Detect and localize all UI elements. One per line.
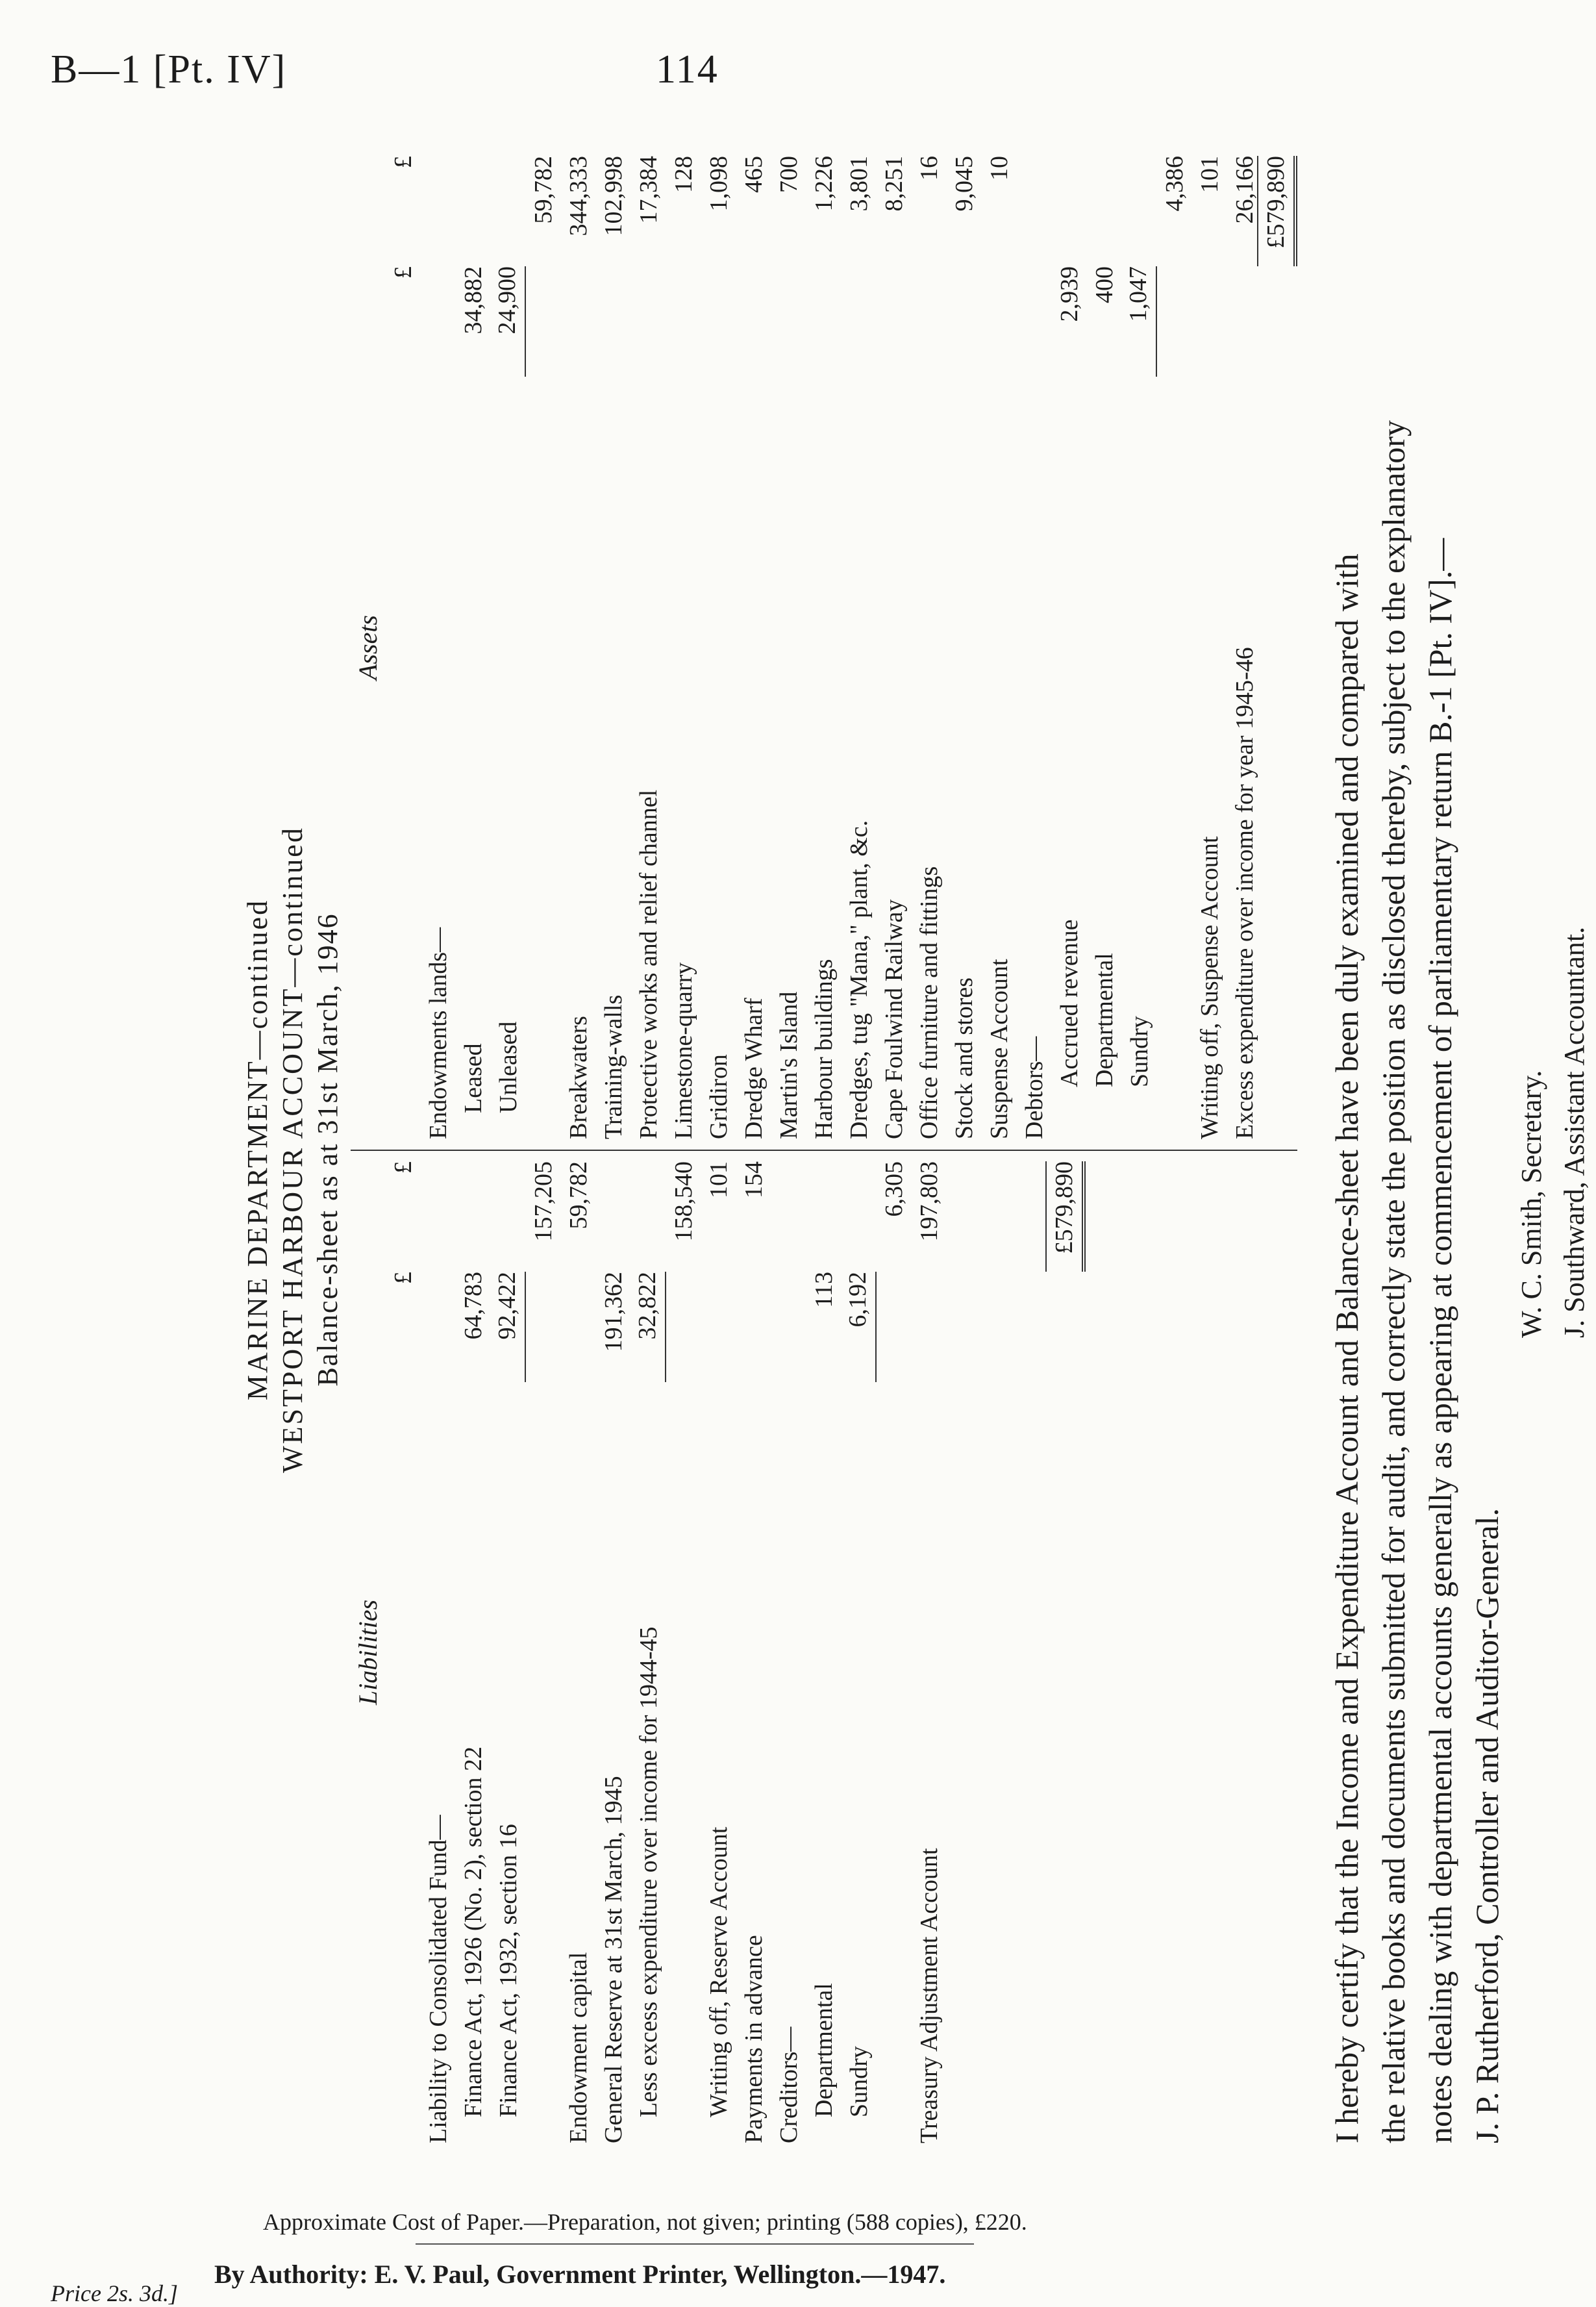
row-amount-outer: 344,333 — [565, 156, 592, 236]
row-amount-outer: 465 — [740, 156, 767, 193]
row-label: Less excess expenditure over income for 1944-45 — [635, 1626, 662, 2117]
balance-sheet-table — [351, 156, 1297, 2143]
row-amount-outer: 8,251 — [880, 156, 908, 212]
page-number: 114 — [656, 47, 719, 92]
table-row — [526, 156, 561, 1139]
row-amount-outer: 3,801 — [845, 156, 873, 212]
table-row — [842, 1161, 877, 2143]
row-label: Sundry — [845, 2046, 873, 2117]
row-amount-inner: 6,192 — [840, 1272, 877, 1382]
row-amount-inner: 32,822 — [630, 1272, 666, 1382]
row-label: Training-walls — [600, 994, 627, 1139]
row-amount-outer: 1,098 — [705, 156, 732, 212]
row-amount-outer: 101 — [1196, 156, 1223, 193]
table-row — [561, 1161, 596, 2143]
row-amount-outer: 128 — [670, 156, 697, 193]
table-row — [421, 156, 456, 1139]
row-label: Dredges, tug "Mana," plant, &c. — [845, 820, 873, 1139]
table-row — [561, 156, 596, 1139]
row-amount-inner: 1,047 — [1121, 266, 1157, 377]
table-row — [421, 1161, 456, 2143]
liabilities-column — [351, 1150, 1297, 2143]
certificate-signature: J. P. Rutherford, Controller and Auditor-General. — [1469, 1508, 1505, 2143]
footer-rule — [416, 2243, 974, 2245]
row-amount-outer: 26,166 — [1231, 156, 1258, 224]
department-title: MARINE DEPARTMENT—continued — [242, 898, 273, 1401]
row-label: Martin's Island — [775, 991, 803, 1139]
row-amount-outer: 157,205 — [530, 1161, 557, 1242]
row-amount-outer: 10 — [986, 156, 1013, 181]
row-label: Harbour buildings — [810, 959, 838, 1139]
row-label: Endowments lands— — [425, 927, 452, 1139]
row-label: Creditors— — [775, 2026, 803, 2143]
row-amount-inner: 191,362 — [600, 1272, 627, 1352]
row-label: Leased — [460, 1043, 487, 1113]
currency-symbol: £ — [390, 156, 417, 168]
table-row — [631, 156, 666, 1139]
row-label: Liability to Consolidated Fund— — [425, 1815, 452, 2143]
row-label: Gridiron — [705, 1054, 732, 1139]
balance-sheet-block — [240, 156, 1590, 2143]
row-amount-outer: 101 — [705, 1161, 732, 1198]
assets-column — [351, 156, 1297, 1150]
row-label: Debtors— — [1021, 1036, 1048, 1139]
certificate-line: I hereby certify that the Income and Expenditure Account and Balance-sheet have been duly examined and compared with — [1328, 553, 1365, 2143]
row-label: Dredge Wharf — [740, 998, 767, 1139]
paper-cost-note: Approximate Cost of Paper.—Preparation, not given; printing (588 copies), £220. — [263, 2209, 1027, 2235]
row-label: Excess expenditure over income for year 1945-46 — [1231, 647, 1258, 1139]
account-title: WESTPORT HARBOUR ACCOUNT—continued — [277, 826, 308, 1473]
table-row — [1087, 156, 1122, 1139]
table-row — [877, 1161, 912, 2143]
certificate-line: notes dealing with departmental accounts generally as appearing at commencement of parliamentary return B.-1 [Pt. IV].— — [1422, 538, 1458, 2143]
table-row — [947, 156, 982, 1139]
table-row — [912, 156, 947, 1139]
row-amount-outer: 17,384 — [635, 156, 662, 224]
row-label: Departmental — [1091, 953, 1118, 1087]
currency-row — [386, 156, 421, 1139]
table-row — [736, 156, 771, 1139]
table-row — [526, 1161, 561, 2143]
assets-total-row — [1262, 156, 1297, 1139]
table-row — [842, 156, 877, 1139]
signatures — [1510, 156, 1596, 1338]
row-amount-inner: 113 — [810, 1272, 838, 1308]
row-amount-outer: 102,998 — [600, 156, 627, 236]
row-label: Cape Foulwind Railway — [880, 899, 908, 1139]
table-row — [982, 156, 1017, 1139]
row-amount-inner: 64,783 — [460, 1272, 487, 1340]
row-amount-inner: 2,939 — [1056, 266, 1083, 322]
table-row — [912, 1161, 947, 2143]
row-label: Unleased — [495, 1021, 522, 1113]
row-amount-inner: 92,422 — [490, 1272, 526, 1382]
secretary-signature: W. C. Smith, Secretary. — [1515, 1070, 1547, 1338]
table-row — [596, 1161, 631, 2143]
certificate-line: the relative books and documents submitted for audit, and correctly state the position as disclosed thereby, subject to the explanatory — [1375, 420, 1412, 2143]
row-amount-outer: 6,305 — [880, 1161, 908, 1217]
table-row — [736, 1161, 771, 2143]
table-row — [666, 1161, 701, 2143]
table-row — [701, 156, 736, 1139]
table-row — [771, 156, 806, 1139]
row-amount-inner: 24,900 — [490, 266, 526, 377]
row-amount-outer: 4,386 — [1161, 156, 1188, 212]
row-label: Finance Act, 1926 (No. 2), section 22 — [460, 1746, 487, 2117]
row-amount-outer: 158,540 — [670, 1161, 697, 1242]
row-label: Finance Act, 1932, section 16 — [495, 1824, 522, 2117]
sheet-title: Balance-sheet as at 31st March, 1946 — [312, 913, 343, 1387]
price-note: Price 2s. 3d.] — [51, 2280, 178, 2306]
table-row — [1157, 156, 1192, 1139]
currency-row — [386, 1161, 421, 2143]
currency-symbol: £ — [390, 1272, 417, 1284]
row-label: Office furniture and fittings — [916, 866, 943, 1139]
table-row — [596, 156, 631, 1139]
row-label: Accrued revenue — [1056, 919, 1083, 1087]
row-label: Departmental — [810, 1983, 838, 2117]
row-amount-inner: 400 — [1091, 266, 1118, 303]
table-row — [1227, 156, 1262, 1139]
row-amount-outer: 59,782 — [530, 156, 557, 224]
liabilities-total-row — [1051, 1161, 1086, 2143]
row-label: Writing off, Suspense Account — [1196, 836, 1223, 1139]
printer-authority: By Authority: E. V. Paul, Government Printer, Wellington.—1947. — [214, 2260, 946, 2289]
assets-total: £579,890 — [1257, 156, 1297, 266]
row-amount-outer: 197,803 — [916, 1161, 943, 1242]
table-row — [456, 156, 491, 1139]
table-row — [631, 1161, 666, 2143]
currency-symbol: £ — [390, 1161, 417, 1174]
table-row — [806, 1161, 842, 2143]
table-row — [806, 156, 842, 1139]
row-amount-outer: 700 — [775, 156, 803, 193]
audit-certificate — [1323, 156, 1510, 2143]
row-label: Limestone-quarry — [670, 962, 697, 1139]
table-row — [666, 156, 701, 1139]
row-label: Breakwaters — [565, 1016, 592, 1139]
row-label: Stock and stores — [951, 977, 978, 1139]
table-row — [771, 1161, 806, 2143]
liabilities-heading: Liabilities — [353, 1599, 382, 1706]
row-label: Payments in advance — [740, 1935, 767, 2143]
row-amount-inner: 34,882 — [460, 266, 487, 334]
table-row — [1192, 156, 1227, 1139]
row-label: Sundry — [1126, 1016, 1153, 1087]
liabilities-total: £579,890 — [1045, 1161, 1086, 1272]
row-amount-outer: 9,045 — [951, 156, 978, 212]
row-label: Protective works and relief channel — [635, 789, 662, 1139]
row-label: Treasury Adjustment Account — [916, 1848, 943, 2143]
table-row — [1017, 156, 1052, 1139]
row-label: Writing off, Reserve Account — [705, 1826, 732, 2117]
table-row — [877, 156, 912, 1139]
return-reference: B—1 [Pt. IV] — [51, 47, 287, 92]
table-row — [701, 1161, 736, 2143]
row-label: General Reserve at 31st March, 1945 — [600, 1776, 627, 2143]
row-amount-outer: 1,226 — [810, 156, 838, 212]
table-row — [491, 1161, 526, 2143]
row-label: Endowment capital — [565, 1952, 592, 2143]
row-label: Suspense Account — [986, 959, 1013, 1139]
row-amount-outer: 16 — [916, 156, 943, 181]
currency-symbol: £ — [390, 266, 417, 279]
accountant-signature: J. Southward, Assistant Accountant. — [1558, 926, 1590, 1338]
table-row — [1052, 156, 1087, 1139]
assets-heading: Assets — [353, 615, 382, 680]
table-row — [456, 1161, 491, 2143]
row-amount-outer: 59,782 — [565, 1161, 592, 1229]
table-row — [491, 156, 526, 1139]
table-row — [1122, 156, 1157, 1139]
row-amount-outer: 154 — [740, 1161, 767, 1198]
